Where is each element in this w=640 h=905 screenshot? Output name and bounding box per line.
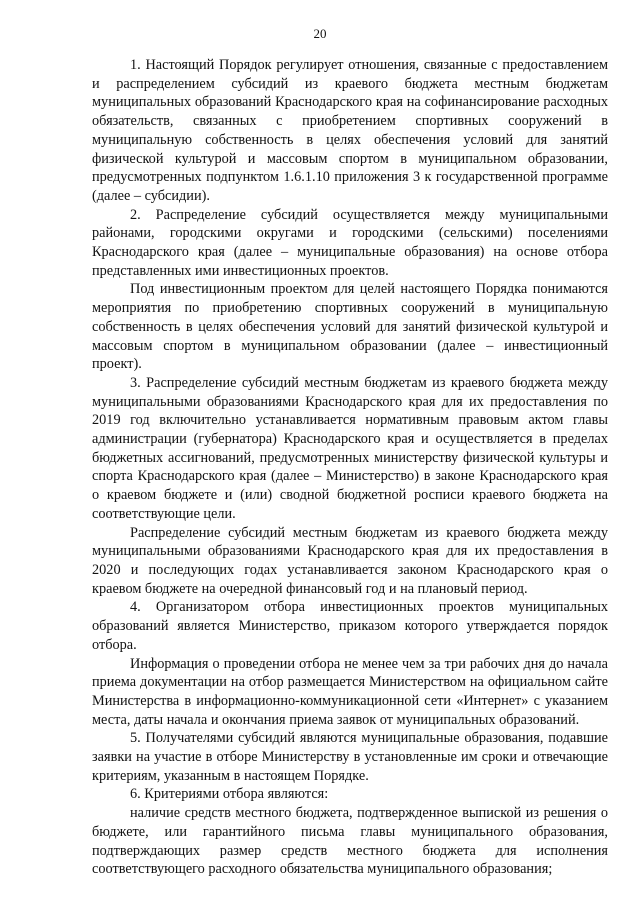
page-number: 20 — [313, 26, 327, 41]
paragraph-10: наличие средств местного бюджета, подтвержденное выпиской из решения о бюджете, или гарантийного письма главы муниципального образования, подтверждающих размер средств местного бюджета для исполнения соответствующего расходного обязательства муниципального образования; — [92, 805, 608, 878]
paragraph-4: 3. Распределение субсидий местным бюджетам из краевого бюджета между муниципальными образованиями Краснодарского края для их предоставления по 2019 год включительно устанавливается нормативным правовым актом главы администрации (губернатора) Краснодарского края и осуществляется в пределах бюджетных ассигнований, предусмотренных министерству физической культуры и спорта Краснодарского края (далее – Министерство) в законе Краснодарского края о краевом бюджете и (или) сводной бюджетной росписи краевого бюджета на соответствующие цели. — [92, 374, 608, 522]
paragraph-3: Под инвестиционным проектом для целей настоящего Порядка понимаются мероприятия по приобретению спортивных сооружений в муниципальную собственность в целях обеспечения условий для занятий физической культурой и массовым спортом в муниципальном образовании (далее – инвестиционный проект). — [92, 281, 608, 373]
paragraph-8: 5. Получателями субсидий являются муниципальные образования, подавшие заявки на участие в отборе Министерству в установленные им сроки и отвечающие критериям, указанным в настоящем Порядке. — [92, 730, 608, 784]
paragraph-2: 2. Распределение субсидий осуществляется между муниципальными районами, городскими округами и городскими (сельскими) поселениями Краснодарского края (далее – муниципальные образования) на основе отбора представленных ими инвестиционных проектов. — [92, 206, 608, 279]
paragraph-6: 4. Организатором отбора инвестиционных проектов муниципальных образований является Министерство, приказом которого утверждается порядок отбора. — [92, 599, 608, 653]
paragraph-7: Информация о проведении отбора не менее чем за три рабочих дня до начала приема документации на отбор размещается Министерством на официальном сайте Министерства в информационно-коммуникационной сети «Интернет» с указанием места, даты начала и окончания приема заявок от муниципальных образований. — [92, 655, 608, 728]
document-body — [92, 56, 608, 879]
paragraph-1: 1. Настоящий Порядок регулирует отношения, связанные с предоставлением и распределением субсидий из краевого бюджета местным бюджетам муниципальных образований Краснодарского края на софинансирование расходных обязательств, связанных с приобретением спортивных сооружений в муниципальную собственность в целях обеспечения условий для занятий физической культурой и массовым спортом в муниципальном образовании, предусмотренных подпунктом 1.6.1.10 приложения 3 к государственной программе (далее – субсидии). — [92, 57, 608, 204]
paragraph-5: Распределение субсидий местным бюджетам из краевого бюджета между муниципальными образованиями Краснодарского края для их предоставления в 2020 и последующих годах устанавливается законом Краснодарского края о краевом бюджете на очередной финансовый год и на плановый период. — [92, 524, 608, 597]
paragraph-9: 6. Критериями отбора являются: — [130, 786, 329, 803]
